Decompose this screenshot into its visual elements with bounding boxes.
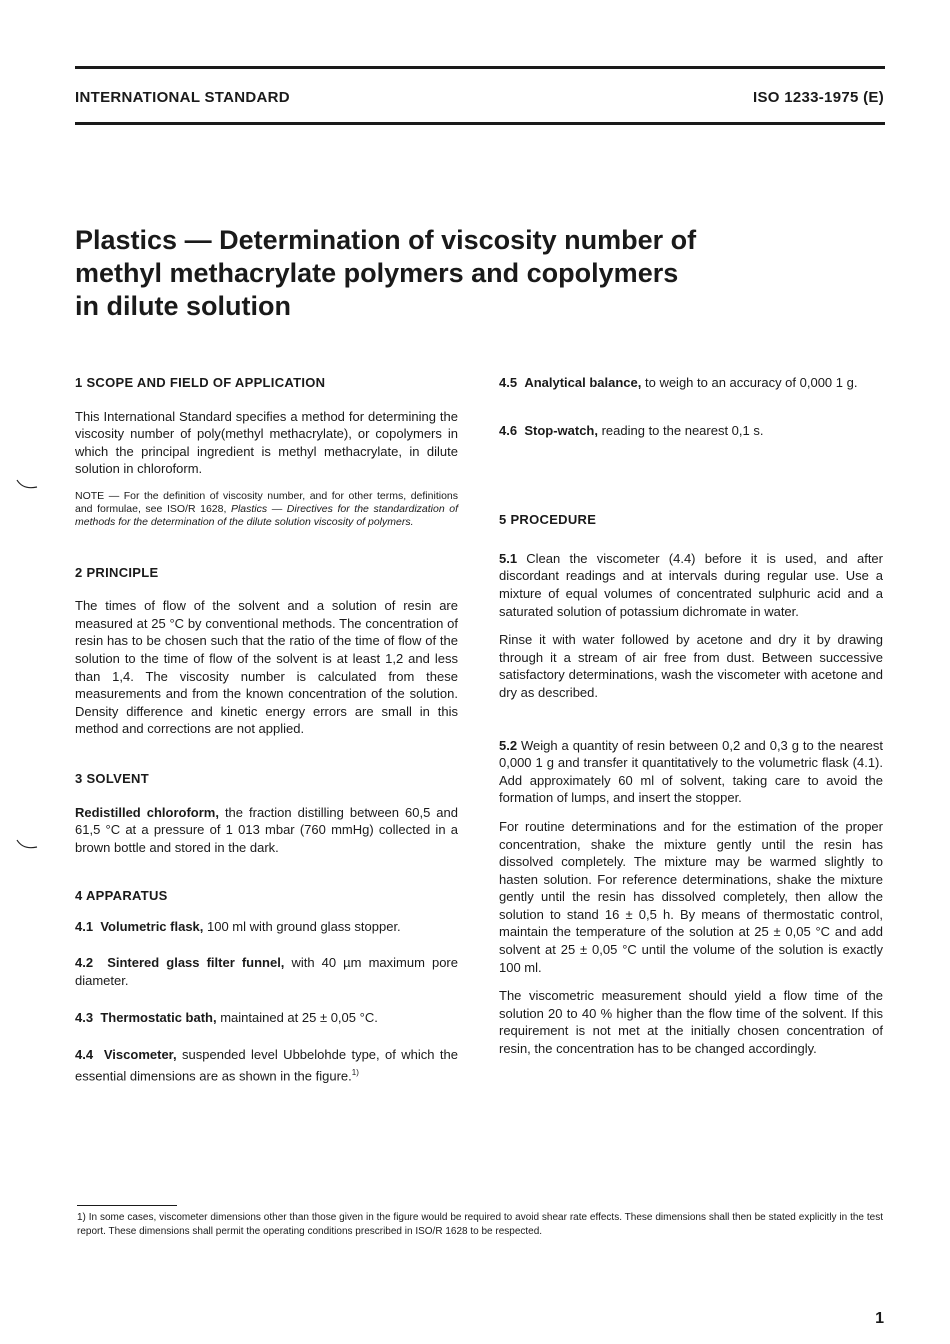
para-5-1-continued: Rinse it with water followed by acetone and dry it by drawing through it a stream of air free from dust. Between successive satisfactory determinations, wash the viscometer with acetone and dry as described. — [499, 632, 883, 700]
footnote-rule — [77, 1205, 177, 1206]
item-4-6-text: reading to the nearest 0,1 s. — [597, 422, 764, 438]
solvent-description: the fraction distilling between 60,5 and 61,5 °C at a pressure of 1 013 mbar (760 mmHg) collected in a brown bottle and stored in the dark. — [75, 804, 458, 855]
item-4-6-number: 4.6 — [499, 422, 518, 438]
running-head-left: INTERNATIONAL STANDARD — [75, 89, 290, 106]
running-head-right: ISO 1233-1975 (E) — [752, 89, 884, 106]
section-2-heading: 2 PRINCIPLE — [75, 564, 159, 580]
para-5-1-number: 5.1 — [499, 550, 518, 566]
title-line-3: in dilute solution — [75, 291, 291, 321]
margin-mark-lower — [15, 838, 39, 852]
right-column — [499, 370, 883, 1058]
title-line-1: Plastics — Determination of viscosity number of — [75, 225, 697, 255]
item-4-3-term: Thermostatic bath, — [100, 1009, 217, 1025]
para-5-2-text: Weigh a quantity of resin between 0,2 and 0,3 g to the nearest 0,000 1 g and transfer it quantitatively to the volumetric flask (4.1). Add approximately 60 ml of solvent, taking care to avoid the formation of lumps, and insert the stopper. — [499, 737, 883, 806]
footnote-ref-1: 1) — [351, 1067, 359, 1077]
section-1-note — [75, 490, 458, 530]
item-4-6 — [499, 422, 883, 440]
section-3-heading: 3 SOLVENT — [75, 770, 149, 786]
item-4-4-text: suspended level Ubbelohde type, of which the essential dimensions are as shown in the figure. — [75, 1047, 458, 1084]
section-4-heading: 4 APPARATUS — [75, 888, 168, 904]
section-5-heading: 5 PROCEDURE — [499, 512, 597, 528]
item-4-2-number: 4.2 — [75, 955, 94, 971]
section-1-heading: 1 SCOPE AND FIELD OF APPLICATION — [75, 375, 326, 390]
item-4-3 — [75, 1009, 458, 1027]
item-4-3-text: maintained at 25 ± 0,05 °C. — [216, 1009, 378, 1025]
title-line-2: methyl methacrylate polymers and copolymers — [75, 258, 679, 288]
item-4-4-term: Viscometer, — [103, 1047, 177, 1063]
header-bottom-rule — [75, 122, 885, 125]
note-reference-title: Plastics — Directives for the standardization of methods for the determination of the dilute solution viscosity of polymers. — [75, 503, 459, 529]
para-5-2-number: 5.2 — [499, 737, 518, 753]
para-5-2-final: The viscometric measurement should yield a flow time of the solution 20 to 40 % higher than the flow time of the solvent. If this requirement is not met at the initially chosen concentration of resin, the concentration has to be changed accordingly. — [499, 988, 883, 1057]
item-4-6-term: Stop-watch, — [524, 422, 598, 438]
footnote: 1) In some cases, viscometer dimensions other than those given in the figure would be required to avoid shear rate effects. These dimensions shall then be stated explicitly in the test report. These dimensions shall permit the operating conditions prescribed in ISO/R 1628 to be respected. — [77, 1212, 883, 1237]
item-4-1 — [75, 918, 458, 936]
para-5-1 — [499, 550, 883, 620]
para-5-2-continued: For routine determinations and for the estimation of the proper concentration, shake the mixture gently until the resin has dissolved completely. The mixture may be warmed slightly to hasten solution. For reference determinations, shake the mixture gently until the resin has dissolved completely, then allow the solution to stand 16 ± 0,5 h. By means of thermostatic control, maintain the temperature of the solution at 25 ± 0,05 °C and add solvent at 25 ± 0,05 °C until the volume of the solution is exactly 100 ml. — [499, 818, 883, 975]
section-3-paragraph — [75, 804, 458, 857]
item-4-4 — [75, 1046, 458, 1085]
item-4-5 — [499, 374, 883, 392]
left-column — [75, 370, 458, 1085]
document-title — [75, 224, 835, 323]
para-5-2 — [499, 737, 883, 807]
item-4-5-term: Analytical balance, — [524, 375, 642, 390]
item-4-1-number: 4.1 — [75, 918, 94, 934]
item-4-3-number: 4.3 — [75, 1009, 94, 1025]
item-4-4-number: 4.4 — [75, 1047, 94, 1063]
item-4-1-term: Volumetric flask, — [100, 918, 204, 934]
item-4-5-number: 4.5 — [499, 375, 518, 390]
section-2-paragraph: The times of flow of the solvent and a solution of resin are measured at 25 °C by conventional methods. The concentration of resin has to be chosen such that the ratio of the time of flow of the solution to the time of flow of the solvent is at least 1,2 and less than 1,4. The viscosity number is calculated from these measurements and from the known concentration of the solution. Density difference and kinetic energy errors are small in this method and corrections are not applied. — [75, 598, 458, 737]
section-1-paragraph: This International Standard specifies a method for determining the viscosity number of poly(methyl methacrylate), or copolymers in which the principal ingredient is methyl methacrylate, in dilute solution in chloroform. — [75, 408, 458, 477]
item-4-1-text: 100 ml with ground glass stopper. — [203, 918, 401, 934]
item-4-2-term: Sintered glass filter funnel, — [107, 955, 285, 971]
item-4-2 — [75, 954, 458, 989]
para-5-1-text: Clean the viscometer (4.4) before it is used, and after discordant readings and at intervals during regular use. Use a mixture of equal volumes of concentrated sulphuric acid and a saturated solution of potassium dichromate in water. — [499, 550, 883, 619]
page-number: 1 — [875, 1310, 884, 1327]
margin-mark-upper — [15, 478, 39, 492]
solvent-term: Redistilled chloroform, — [75, 804, 219, 820]
note-text: NOTE — For the definition of viscosity number, and for other terms, definitions and formulae, see ISO/R 1628, — [75, 489, 458, 516]
item-4-2-text: with 40 µm maximum pore diameter. — [75, 955, 458, 989]
item-4-5-text: to weigh to an accuracy of 0,000 1 g. — [641, 375, 858, 390]
header-top-rule — [75, 66, 885, 69]
